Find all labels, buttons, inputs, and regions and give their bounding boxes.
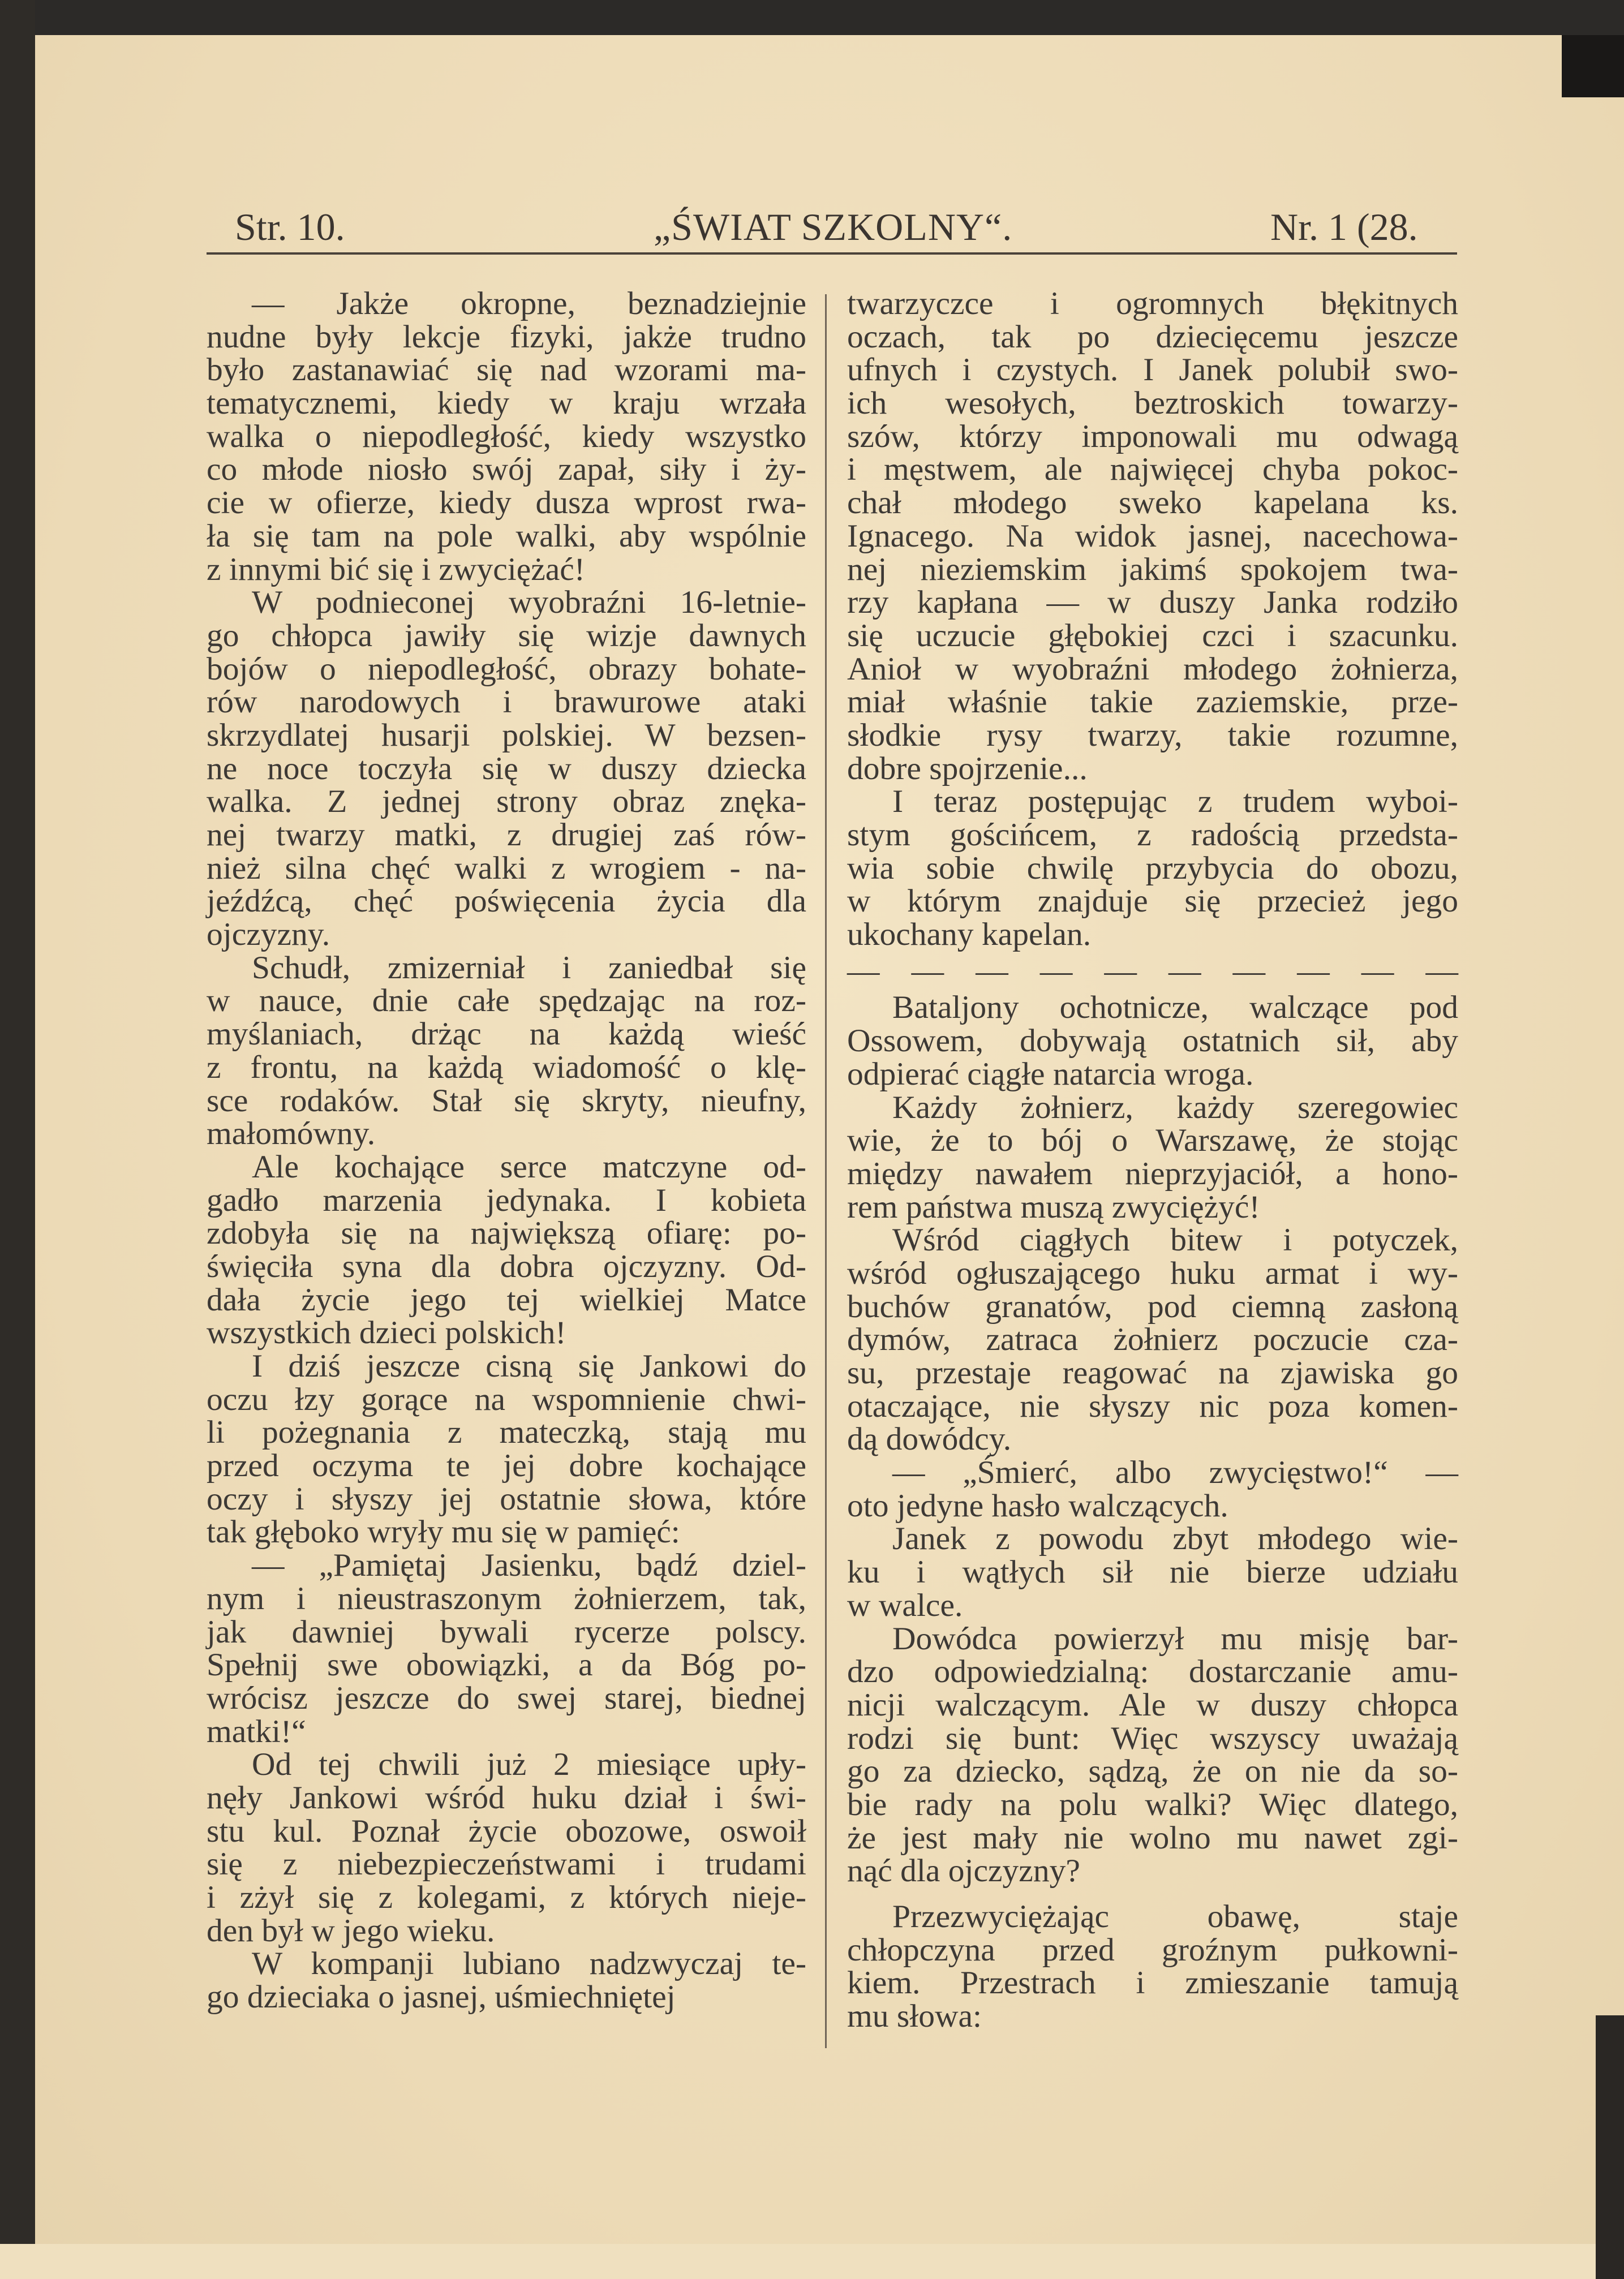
text-line: rzy kapłana — w duszy Janka rodziło	[847, 584, 1458, 621]
text-line: go dzieciaka o jasnej, uśmiechniętej	[207, 1979, 676, 2015]
text-line: myślaniach, drżąc na każdą wieść	[207, 1016, 806, 1052]
text-line: nej nieziemskim jakimś spokojem twa-	[847, 551, 1458, 587]
text-line: bie rady na polu walki? Więc dlatego,	[847, 1786, 1458, 1822]
text-line: W podnieconej wyobraźni 16-letnie-	[252, 584, 806, 621]
text-line: sce rodaków. Stał się skryty, nieufny,	[207, 1082, 806, 1119]
publication-title: „ŚWIAT SZKOLNY“.	[654, 205, 1013, 248]
text-line: tematycznemi, kiedy w kraju wrzała	[207, 385, 806, 422]
text-line: ku i wątłych sił nie bierze udziału	[847, 1554, 1458, 1590]
text-line: w nauce, dnie całe spędzając na roz-	[207, 983, 806, 1019]
scan-border-left	[0, 0, 35, 2244]
text-line: nież silna chęć walki z wrogiem - na-	[207, 850, 806, 886]
text-line: przed oczyma te jej dobre kochające	[207, 1448, 806, 1484]
text-line: W kompanji lubiano nadzwyczaj te-	[252, 1946, 806, 1982]
text-line: i zżył się z kolegami, z których nieje-	[207, 1880, 806, 1915]
text-line: z innymi bić się i zwyciężać!	[207, 551, 585, 587]
text-line: ła się tam na pole walki, aby wspólnie	[207, 518, 806, 554]
text-line: dobre spojrzenie...	[847, 750, 1088, 786]
text-line: walka o niepodległość, kiedy wszystko	[207, 418, 806, 454]
text-line: cie w ofierze, kiedy dusza wprost rwa-	[207, 485, 806, 521]
text-line: mu słowa:	[847, 1998, 982, 2035]
text-line: dą dowódcy.	[847, 1421, 1012, 1457]
scan-corner	[1562, 35, 1624, 97]
text-line: — „Śmierć, albo zwycięstwo!“ —	[892, 1455, 1458, 1491]
text-line: nej twarzy matki, z drugiej zaś rów-	[207, 817, 806, 853]
text-line: ne noce toczyła się w duszy dziecka	[207, 750, 806, 786]
text-line: Ignacego. Na widok jasnej, nacechowa-	[847, 518, 1458, 554]
left-column	[207, 287, 806, 2014]
text-line: odpierać ciągłe natarcia wroga.	[847, 1056, 1254, 1092]
header-rule	[207, 252, 1457, 255]
text-line: I teraz postępując z trudem wyboi-	[892, 784, 1458, 820]
text-line: rem państwa muszą zwyciężyć!	[847, 1189, 1260, 1225]
text-line: w którym znajduje się przecież jego	[847, 883, 1458, 919]
text-line: Od tej chwili już 2 miesiące upły-	[252, 1747, 806, 1783]
section-separator: — — — — — — — — — —	[847, 953, 1458, 989]
text-line: stu kul. Poznał życie obozowe, oswoił	[207, 1813, 806, 1849]
text-line: jeźdźcą, chęć poświęcenia życia dla	[207, 883, 806, 919]
text-line: wśród ogłuszającego huku armat i wy-	[847, 1255, 1458, 1291]
page-header	[207, 205, 1457, 257]
text-line: dała życie jego tej wielkiej Matce	[207, 1282, 806, 1318]
text-line: wia sobie chwilę przybycia do obozu,	[847, 850, 1458, 886]
text-line: z frontu, na każdą wiadomość o klę-	[207, 1049, 806, 1085]
text-line: wszystkich dzieci polskich!	[207, 1315, 566, 1351]
right-column	[847, 287, 1458, 2033]
text-line: ufnych i czystych. I Janek polubił swo-	[847, 352, 1458, 388]
text-line: było zastanawiać się nad wzorami ma-	[207, 352, 806, 388]
text-line: szów, którzy imponowali mu odwagą	[847, 418, 1458, 454]
text-line: kiem. Przestrach i zmieszanie tamują	[847, 1965, 1458, 2001]
text-line: I dziś jeszcze cisną się Jankowi do	[252, 1348, 806, 1384]
scan-border-top	[0, 0, 1624, 35]
text-line: oto jedyne hasło walczących.	[847, 1487, 1228, 1524]
text-line: ich wesołych, beztroskich towarzy-	[847, 385, 1458, 422]
text-line: oczach, tak po dziecięcemu jeszcze	[847, 319, 1458, 355]
text-line: stym gościńcem, z radością przedsta-	[847, 817, 1458, 853]
page-number: Str. 10.	[235, 205, 345, 248]
text-line: święciła syna dla dobra ojczyzny. Od-	[207, 1248, 806, 1284]
text-line: się z niebezpieczeństwami i trudami	[207, 1846, 806, 1882]
text-line: Dowódca powierzył mu misję bar-	[892, 1620, 1458, 1657]
text-line: den był w jego wieku.	[207, 1912, 495, 1949]
text-line: twarzyczce i ogromnych błękitnych	[847, 286, 1458, 321]
text-line: chał młodego sweko kapelana ks.	[847, 485, 1458, 521]
text-line: zdobyła się na największą ofiarę: po-	[207, 1215, 806, 1252]
text-line: go chłopca jawiły się wizje dawnych	[207, 617, 806, 653]
text-line: Anioł w wyobraźni młodego żołnierza,	[847, 651, 1458, 687]
text-line: nym i nieustraszonym żołnierzem, tak,	[207, 1580, 806, 1616]
text-line: ukochany kapelan.	[847, 917, 1092, 953]
text-line: Wśród ciągłych bitew i potyczek,	[892, 1222, 1458, 1258]
text-line: — Jakże okropne, beznadziejnie	[252, 286, 806, 321]
text-line: miał właśnie takie zaziemskie, prze-	[847, 684, 1458, 720]
text-line: otaczające, nie słyszy nic poza komen-	[847, 1388, 1458, 1424]
text-line: Schudł, zmizerniał i zaniedbał się	[252, 949, 806, 986]
text-line: — „Pamiętaj Jasienku, bądź dziel-	[252, 1547, 806, 1584]
text-line: rów narodowych i brawurowe ataki	[207, 684, 806, 720]
text-line: gadło marzenia jedynaka. I kobieta	[207, 1182, 806, 1218]
text-line: tak głęboko wryły mu się w pamięć:	[207, 1514, 680, 1550]
text-line: chłopczyna przed groźnym pułkowni-	[847, 1932, 1458, 1968]
text-line: Ossowem, dobywają ostatnich sił, aby	[847, 1023, 1458, 1059]
text-line: i męstwem, ale najwięcej chyba pokoc-	[847, 452, 1458, 488]
text-line: nęły Jankowi wśród huku dział i świ-	[207, 1779, 806, 1816]
text-line: walka. Z jednej strony obraz znęka-	[207, 784, 806, 820]
text-line: oczu łzy gorące na wspomnienie chwi-	[207, 1381, 806, 1417]
text-line: oczy i słyszy jej ostatnie słowa, które	[207, 1481, 806, 1517]
text-line: słodkie rysy twarzy, takie rozumne,	[847, 717, 1458, 753]
text-line: buchów granatów, pod ciemną zasłoną	[847, 1288, 1458, 1325]
text-line: w walce.	[847, 1587, 963, 1623]
text-line: Spełnij swe obowiązki, a da Bóg po-	[207, 1647, 806, 1683]
text-line: nicji walczącym. Ale w duszy chłopca	[847, 1687, 1458, 1723]
text-line: jak dawniej bywali rycerze polscy.	[207, 1614, 806, 1650]
text-line: Przezwyciężając obawę, staje	[892, 1899, 1458, 1934]
text-line: matki!“	[207, 1713, 306, 1749]
text-line: dzo odpowiedzialną: dostarczanie amu-	[847, 1654, 1458, 1690]
text-line: rodzi się bunt: Więc wszyscy uważają	[847, 1720, 1458, 1756]
text-line: małomówny.	[207, 1116, 376, 1152]
text-line: Janek z powodu zbyt młodego wie-	[892, 1521, 1458, 1557]
text-line: bojów o niepodległość, obrazy bohate-	[207, 651, 806, 687]
text-line: nąć dla ojczyzny?	[847, 1853, 1080, 1889]
text-line: co młode niosło swój zapał, siły i ży-	[207, 452, 806, 488]
text-line: Każdy żołnierz, każdy szeregowiec	[892, 1089, 1458, 1125]
text-line: dymów, zatraca żołnierz poczucie cza-	[847, 1322, 1458, 1358]
text-line: ojczyzny.	[207, 917, 330, 953]
scan-strip	[1596, 2015, 1624, 2279]
text-line: Bataljony ochotnicze, walczące pod	[892, 990, 1458, 1026]
text-line: skrzydlatej husarji polskiej. W bezsen-	[207, 717, 806, 753]
text-line: się uczucie głębokiej czci i szacunku.	[847, 617, 1458, 653]
text-line: su, przestaje reagować na zjawiska go	[847, 1355, 1458, 1391]
text-line: go za dziecko, sądzą, że on nie da so-	[847, 1753, 1458, 1790]
text-line: między nawałem nieprzyjaciół, a hono-	[847, 1155, 1458, 1192]
text-line: nudne były lekcje fizyki, jakże trudno	[207, 319, 806, 355]
text-line: wrócisz jeszcze do swej starej, biednej	[207, 1680, 806, 1716]
text-line: że jest mały nie wolno mu nawet zgi-	[847, 1820, 1458, 1856]
text-line: li pożegnania z mateczką, stają mu	[207, 1414, 806, 1451]
issue-number: Nr. 1 (28.	[1270, 205, 1418, 248]
text-line: Ale kochające serce matczyne od-	[252, 1149, 806, 1185]
column-divider	[825, 294, 827, 2048]
text-line: wie, że to bój o Warszawę, że stojąc	[847, 1123, 1458, 1159]
